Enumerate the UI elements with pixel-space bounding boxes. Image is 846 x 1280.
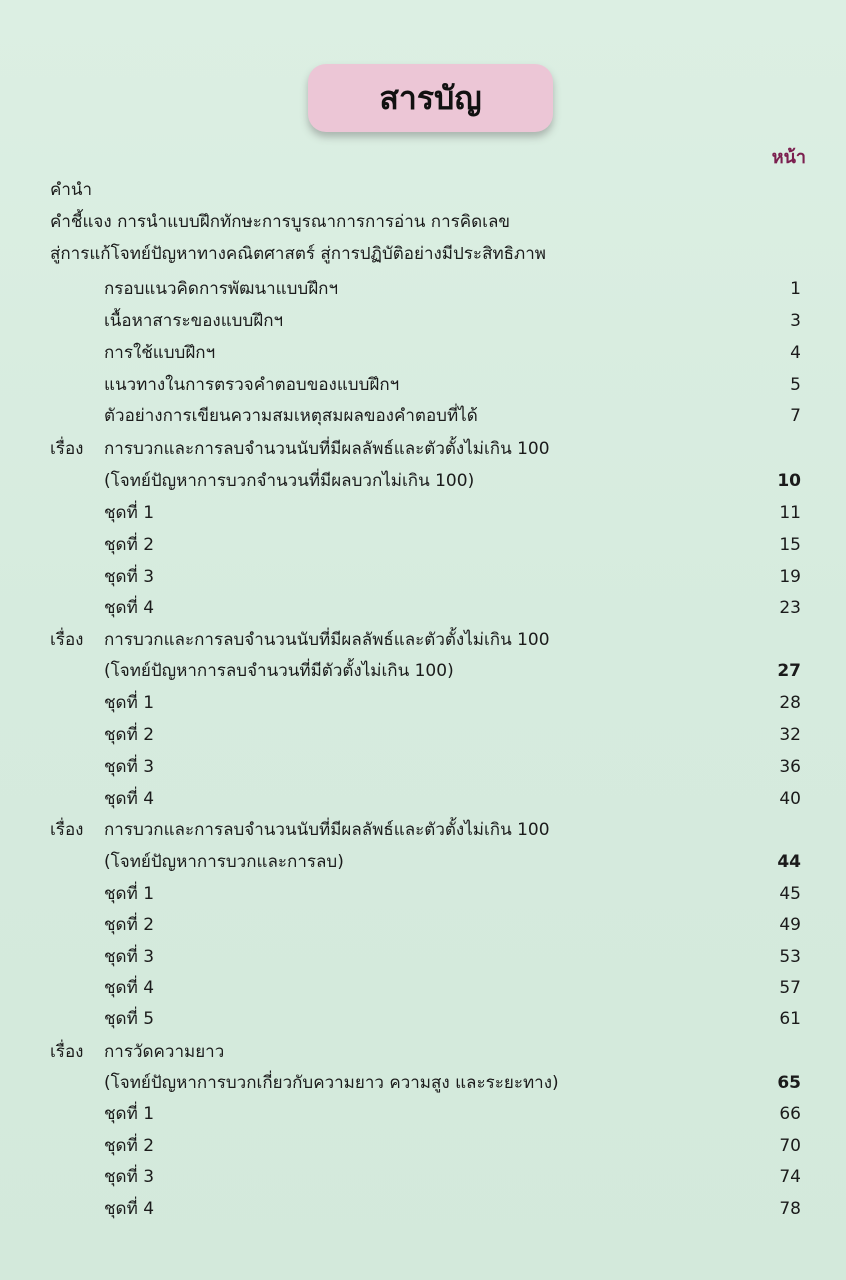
toc-set-line[interactable]: [0, 879, 846, 909]
toc-section-subtitle[interactable]: [0, 1068, 846, 1098]
toc-set-line[interactable]: [0, 1194, 846, 1224]
toc-item-label: ตัวอย่างการเขียนความสมเหตุสมผลของคำตอบที่ได้: [104, 406, 478, 426]
page-title: สารบัญ: [379, 78, 482, 117]
explain-label-line1: คำชี้แจง การนำแบบฝึกทักษะการบูรณาการการอ่าน การคิดเลข: [50, 212, 511, 232]
toc-set-line[interactable]: [0, 1004, 846, 1034]
set-label: ชุดที่ 4: [104, 598, 155, 618]
set-page: 78: [779, 1199, 801, 1219]
toc-set-line[interactable]: [0, 1099, 846, 1129]
toc-set-line[interactable]: [0, 498, 846, 528]
set-label: ชุดที่ 3: [104, 567, 155, 587]
set-label: ชุดที่ 4: [104, 1199, 155, 1219]
set-label: ชุดที่ 4: [104, 978, 155, 998]
toc-section-subtitle[interactable]: [0, 847, 846, 877]
toc-item-page: 1: [790, 279, 801, 299]
toc-set-line[interactable]: [0, 1162, 846, 1192]
set-page: 74: [779, 1167, 801, 1187]
section-page: 44: [777, 852, 801, 872]
section-page: 10: [777, 471, 801, 491]
section-subtitle: (โจทย์ปัญหาการบวกจำนวนที่มีผลบวกไม่เกิน 100): [104, 471, 475, 491]
toc-line-explain-1[interactable]: [0, 207, 846, 237]
set-page: 15: [779, 535, 801, 555]
toc-item-page: 4: [790, 343, 801, 363]
toc-set-line[interactable]: [0, 593, 846, 623]
set-label: ชุดที่ 2: [104, 915, 155, 935]
toc-set-line[interactable]: [0, 910, 846, 940]
page-column-header: หน้า: [771, 147, 806, 168]
set-label: ชุดที่ 3: [104, 947, 155, 967]
toc-set-line[interactable]: [0, 973, 846, 1003]
toc-section-subtitle[interactable]: [0, 466, 846, 496]
explain-label-line2: สู่การแก้โจทย์ปัญหาทางคณิตศาสตร์ สู่การปฏิบัติอย่างมีประสิทธิภาพ: [50, 244, 546, 264]
set-page: 53: [779, 947, 801, 967]
section-topic: การวัดความยาว: [104, 1042, 225, 1062]
set-label: ชุดที่ 2: [104, 1136, 155, 1156]
set-label: ชุดที่ 1: [104, 693, 155, 713]
set-label: ชุดที่ 4: [104, 789, 155, 809]
toc-item-label: แนวทางในการตรวจคำตอบของแบบฝึกฯ: [104, 375, 400, 395]
toc-item-label: เนื้อหาสาระของแบบฝึกฯ: [104, 311, 284, 331]
toc-line-intro-item[interactable]: [0, 306, 846, 336]
section-page: 65: [777, 1073, 801, 1093]
section-topic: การบวกและการลบจำนวนนับที่มีผลลัพธ์และตัวตั้งไม่เกิน 100: [104, 439, 550, 459]
toc-section-subtitle[interactable]: [0, 656, 846, 686]
set-label: ชุดที่ 2: [104, 725, 155, 745]
set-page: 36: [779, 757, 801, 777]
toc-set-line[interactable]: [0, 562, 846, 592]
toc-set-line[interactable]: [0, 530, 846, 560]
set-label: ชุดที่ 5: [104, 1009, 155, 1029]
set-page: 66: [779, 1104, 801, 1124]
toc-item-page: 5: [790, 375, 801, 395]
set-page: 45: [779, 884, 801, 904]
toc-set-line[interactable]: [0, 720, 846, 750]
set-page: 49: [779, 915, 801, 935]
section-keyword: เรื่อง: [50, 439, 84, 459]
set-page: 11: [779, 503, 801, 523]
title-banner: [308, 64, 553, 132]
toc-item-label: กรอบแนวคิดการพัฒนาแบบฝึกฯ: [104, 279, 338, 299]
section-subtitle: (โจทย์ปัญหาการบวกเกี่ยวกับความยาว ความสูง และระยะทาง): [104, 1073, 559, 1093]
section-subtitle: (โจทย์ปัญหาการลบจำนวนที่มีตัวตั้งไม่เกิน 100): [104, 661, 454, 681]
set-page: 57: [779, 978, 801, 998]
toc-line-intro-item[interactable]: [0, 401, 846, 431]
toc-item-page: 3: [790, 311, 801, 331]
set-label: ชุดที่ 3: [104, 757, 155, 777]
section-topic: การบวกและการลบจำนวนนับที่มีผลลัพธ์และตัวตั้งไม่เกิน 100: [104, 630, 550, 650]
toc-line-explain-2[interactable]: [0, 239, 846, 269]
set-page: 61: [779, 1009, 801, 1029]
toc-line-intro-item[interactable]: [0, 338, 846, 368]
set-page: 19: [779, 567, 801, 587]
set-page: 23: [779, 598, 801, 618]
toc-set-line[interactable]: [0, 784, 846, 814]
set-label: ชุดที่ 1: [104, 884, 155, 904]
set-page: 40: [779, 789, 801, 809]
toc-line-intro-item[interactable]: [0, 370, 846, 400]
section-keyword: เรื่อง: [50, 630, 84, 650]
toc-item-page: 7: [790, 406, 801, 426]
set-label: ชุดที่ 1: [104, 503, 155, 523]
toc-set-line[interactable]: [0, 752, 846, 782]
toc-section-topic[interactable]: [0, 1037, 846, 1067]
set-label: ชุดที่ 3: [104, 1167, 155, 1187]
set-page: 70: [779, 1136, 801, 1156]
set-page: 28: [779, 693, 801, 713]
preface-label: คำนำ: [50, 180, 93, 200]
section-topic: การบวกและการลบจำนวนนับที่มีผลลัพธ์และตัวตั้งไม่เกิน 100: [104, 820, 550, 840]
toc-section-topic[interactable]: [0, 434, 846, 464]
section-keyword: เรื่อง: [50, 1042, 84, 1062]
section-page: 27: [777, 661, 801, 681]
toc-line-preface[interactable]: [0, 175, 846, 205]
toc-line-intro-item[interactable]: [0, 274, 846, 304]
set-label: ชุดที่ 2: [104, 535, 155, 555]
toc-set-line[interactable]: [0, 1131, 846, 1161]
set-page: 32: [779, 725, 801, 745]
toc-set-line[interactable]: [0, 942, 846, 972]
set-label: ชุดที่ 1: [104, 1104, 155, 1124]
toc-section-topic[interactable]: [0, 625, 846, 655]
toc-set-line[interactable]: [0, 688, 846, 718]
section-subtitle: (โจทย์ปัญหาการบวกและการลบ): [104, 852, 344, 872]
section-keyword: เรื่อง: [50, 820, 84, 840]
toc-item-label: การใช้แบบฝึกฯ: [104, 343, 216, 363]
toc-section-topic[interactable]: [0, 815, 846, 845]
